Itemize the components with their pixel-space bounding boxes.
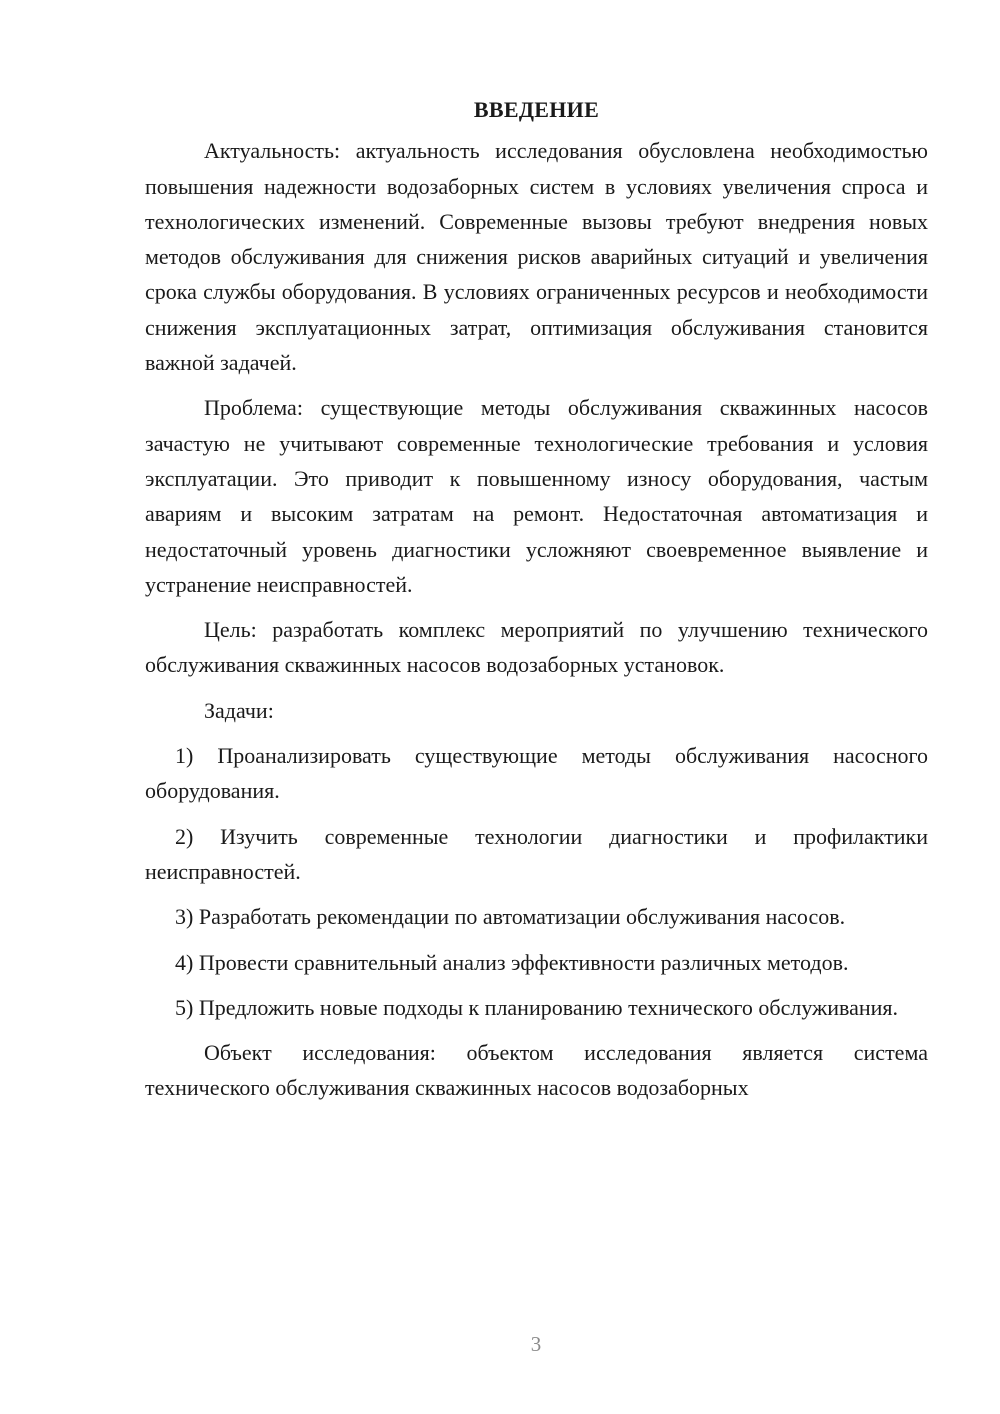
page-number: 3 <box>530 1332 542 1356</box>
task-text: Изучить современные технологии диагностики и профилактики неисправностей. <box>145 823 929 884</box>
paragraph-goal: Цель: разработать комплекс мероприятий по улучшению технического обслуживания скважинных насосов водозаборных установок. <box>145 617 928 678</box>
section-title: ВВЕДЕНИЕ <box>473 97 600 122</box>
task-item-5 <box>145 990 928 1025</box>
task-text: Проанализировать существующие методы обслуживания насосного оборудования. <box>145 743 929 804</box>
paragraph-problem: Проблема: существующие методы обслуживания скважинных насосов зачастую не учитывают современные технологические требования и условия эксплуатации. Это приводит к повышенному износу оборудования, частым авариям и высоким затратам на ремонт. Недостаточная автоматизация и недостаточный уровень диагностики усложняют своевременное выявление и устранение неисправностей. <box>145 395 928 597</box>
task-number: 3) <box>175 904 194 930</box>
task-number: 1) <box>175 743 194 769</box>
task-text: Предложить новые подходы к планированию технического обслуживания. <box>198 994 899 1020</box>
task-item-1 <box>145 738 928 809</box>
task-number: 4) <box>175 949 194 975</box>
task-text: Разработать рекомендации по автоматизации обслуживания насосов. <box>198 904 846 930</box>
task-number: 2) <box>175 823 194 849</box>
task-number: 5) <box>175 994 194 1020</box>
task-text: Провести сравнительный анализ эффективности различных методов. <box>198 949 849 975</box>
task-item-2 <box>145 819 928 890</box>
document-page <box>145 92 928 1106</box>
task-item-4 <box>145 945 928 980</box>
tasks-heading: Задачи: <box>204 697 274 723</box>
task-item-3 <box>145 899 928 934</box>
paragraph-relevance: Актуальность: актуальность исследования обусловлена необходимостью повышения надежности водозаборных систем в условиях увеличения спроса и технологических изменений. Современные вызовы требуют внедрения новых методов обслуживания для снижения рисков аварийных ситуаций и увеличения срока службы оборудования. В условиях ограниченных ресурсов и необходимости снижения эксплуатационных затрат, оптимизация обслуживания становится важной задачей. <box>145 138 928 376</box>
paragraph-object: Объект исследования: объектом исследования является система технического обслуживания скважинных насосов водозаборных <box>145 1040 928 1101</box>
